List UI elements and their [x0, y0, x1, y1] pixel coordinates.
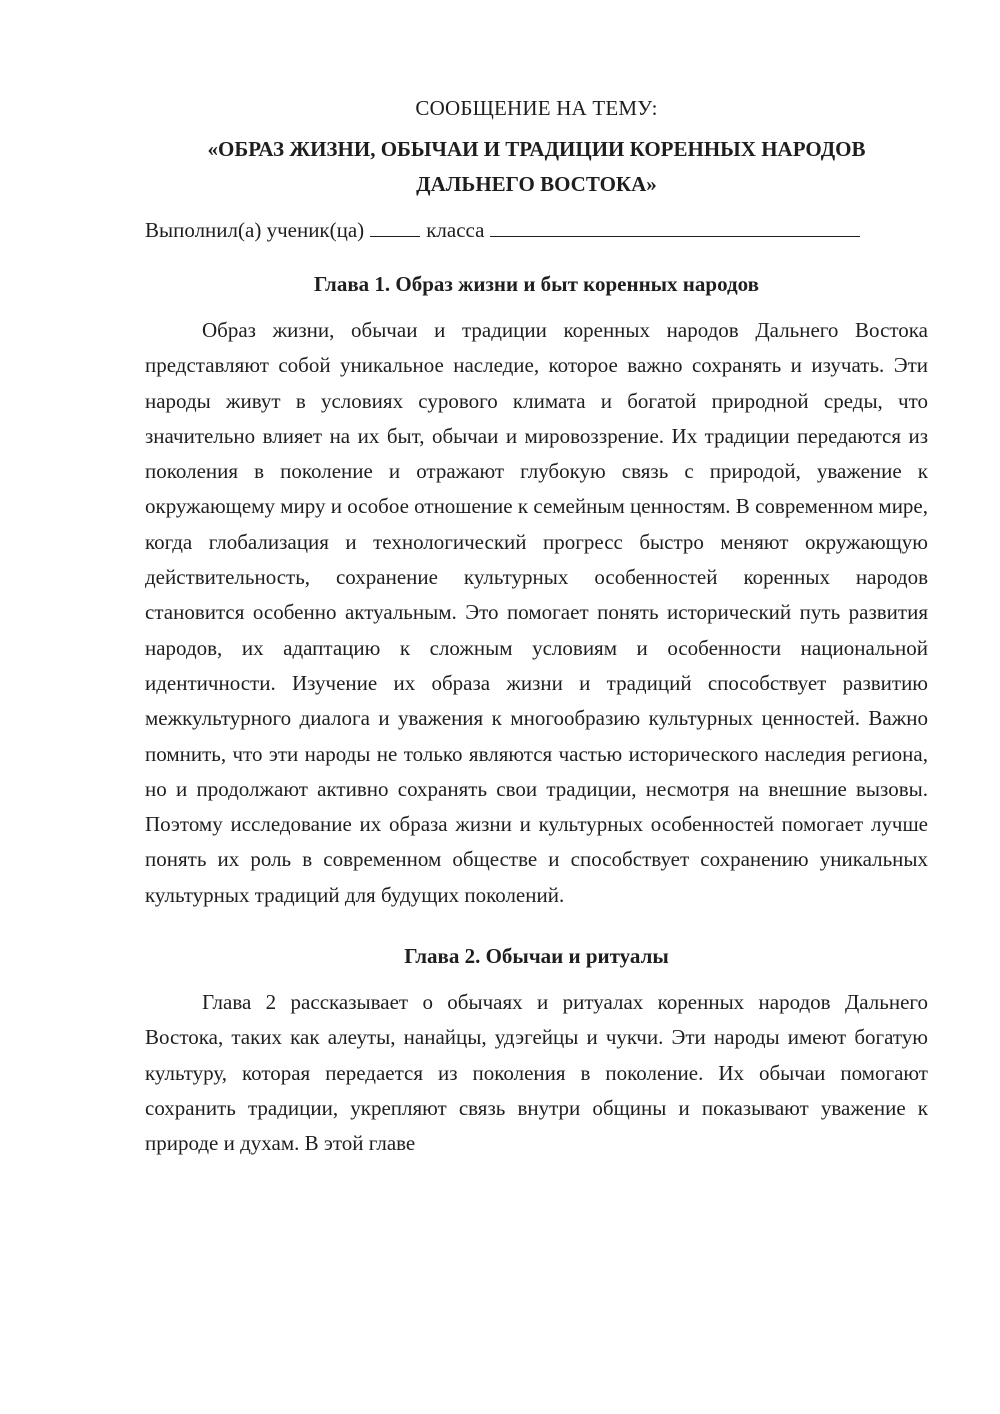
document-title-line-1: «ОБРАЗ ЖИЗНИ, ОБЫЧАИ И ТРАДИЦИИ КОРЕННЫХ НАРОДОВ — [207, 137, 866, 161]
section-spacer — [145, 913, 928, 940]
chapter-2-heading: Глава 2. Обычаи и ритуалы — [404, 944, 669, 969]
document-kicker: СООБЩЕНИЕ НА ТЕМУ: — [415, 96, 658, 120]
author-line-prefix: Выполнил(а) ученик(ца) — [145, 218, 365, 242]
grade-blank-field[interactable] — [370, 214, 420, 237]
chapter-1-paragraph: Образ жизни, обычаи и традиции коренных народов Дальнего Востока представляют собой уникальное наследие, которое важно сохранять и изучать. Эти народы живут в условиях сурового климата и богатой природной среды, что значительно влияет на их быт, обычаи и мировоззрение. Их традиции передаются из поколения в поколение и отражают глубокую связь с природой, уважение к окружающему миру и особое отношение к семейным ценностям. В современном мире, когда глобализация и технологический прогресс быстро меняют окружающую действительность, сохранение культурных особенностей коренных народов становится особенно актуальным. Это помогает понять исторический путь развития народов, их адаптацию к сложным условиям и особенности национальной идентичности. Изучение их образа жизни и традиций способствует развитию межкультурного диалога и уважения к многообразию культурных ценностей. Важно помнить, что эти народы не только являются частью исторического наследия региона, но и продолжают активно сохранять свои традиции, несмотря на внешние вызовы. Поэтому исследование их образа жизни и культурных особенностей помогает лучше понять их роль в современном обществе и способствует сохранению уникальных культурных традиций для будущих поколений. — [145, 318, 928, 907]
author-line-class-label: класса — [426, 218, 485, 242]
document-title-line-2: ДАЛЬНЕГО ВОСТОКА» — [416, 172, 657, 196]
chapter-1-heading: Глава 1. Образ жизни и быт коренных народов — [314, 272, 759, 296]
document-title — [145, 132, 928, 202]
chapter-2-paragraph: Глава 2 рассказывает о обычаях и ритуалах коренных народов Дальнего Востока, таких как алеуты, нанайцы, удэгейцы и чукчи. Эти народы имеют богатую культуру, которая передается из поколения в поколение. Их обычаи помогают сохранить традиции, укрепляют связь внутри общины и показывают уважение к природе и духам. В этой главе — [145, 990, 928, 1156]
name-blank-field[interactable] — [490, 214, 860, 237]
document-page — [145, 92, 928, 1162]
author-line — [145, 214, 928, 246]
